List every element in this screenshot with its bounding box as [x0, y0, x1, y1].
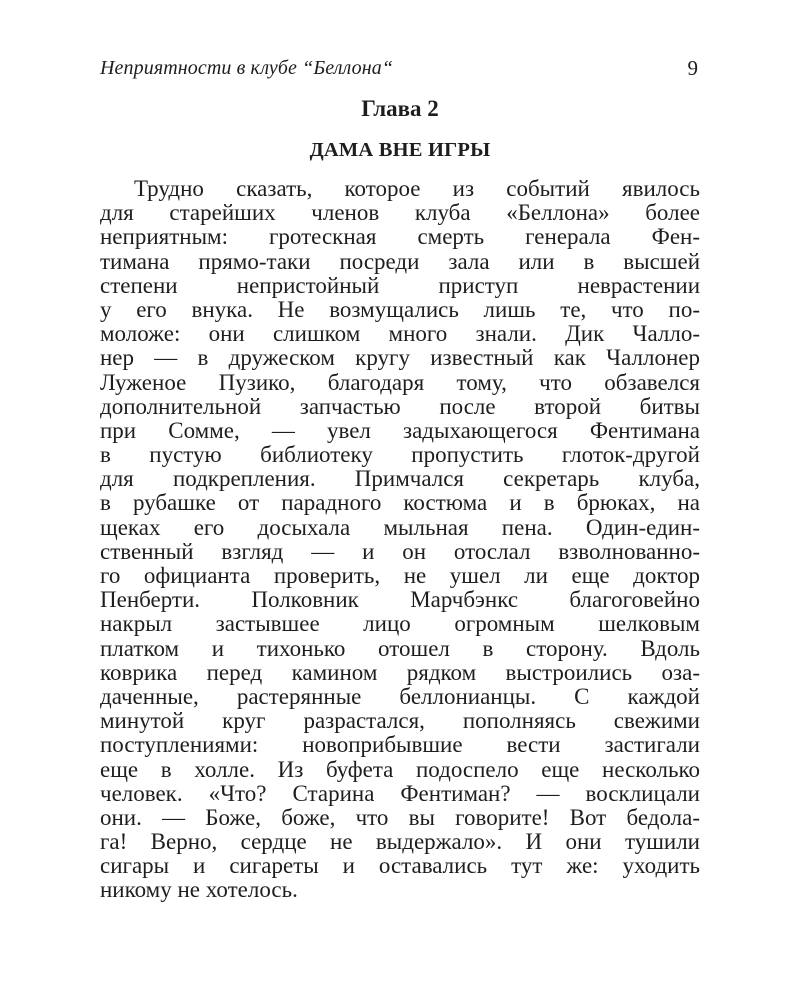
text-line: степени непристойный приступ неврастении: [100, 272, 700, 298]
text-line: сигары и сигареты и оставались тут же: уходить: [100, 853, 700, 879]
text-line: платком и тихонько отошел в сторону. Вдоль: [100, 635, 700, 661]
running-title: Неприятности в клубе “Беллона“: [100, 57, 394, 79]
text-line: дополнительной запчастью после второй битвы: [100, 393, 700, 419]
text-line: коврика перед камином рядком выстроились оза-: [100, 659, 700, 685]
text-line: поступлениями: новоприбывшие вести застигали: [100, 732, 700, 758]
text-line: в рубашке от парадного костюма и в брюках, на: [100, 490, 700, 516]
text-line: они. — Боже, боже, что вы говорите! Вот бедола-: [100, 804, 700, 830]
text-line: накрыл застывшее лицо огромным шелковым: [100, 611, 700, 637]
text-line: нер — в дружеском кругу известный как Чаллонер: [100, 345, 700, 371]
text-line: еще в холле. Из буфета подоспело еще несколько: [100, 756, 700, 782]
text-line: для старейших членов клуба «Беллона» более: [100, 200, 700, 226]
text-line: Пенберти. Полковник Марчбэнкс благоговейно: [100, 587, 700, 613]
text-line: Луженое Пузико, благодаря тому, что обзавелся: [100, 369, 700, 395]
body-paragraph: [100, 177, 700, 903]
text-line: ственный взгляд — и он отослал взволнованно-: [100, 538, 700, 564]
text-line: никому не хотелось.: [100, 877, 298, 903]
text-line: для подкрепления. Примчался секретарь клуба,: [100, 466, 700, 492]
text-line: щеках его досыхала мыльная пена. Один-един-: [100, 514, 700, 540]
text-line: го официанта проверить, не ушел ли еще доктор: [100, 563, 700, 588]
text-line: у его внука. Не возмущались лишь те, что по-: [100, 296, 700, 322]
text-line: минутой круг разрастался, пополняясь свежими: [100, 708, 700, 734]
text-line: даченные, растерянные беллонианцы. С каждой: [100, 683, 700, 709]
text-line: человек. «Что? Старина Фентиман? — восклицали: [100, 780, 700, 806]
text-line: при Сомме, — увел задыхающегося Фентимана: [100, 417, 700, 443]
text-line: га! Верно, сердце не выдержало». И они тушили: [100, 829, 700, 855]
book-page: [100, 0, 700, 1000]
chapter-label: Глава 2: [361, 96, 439, 121]
page-number: 9: [687, 56, 698, 80]
running-header: [100, 55, 700, 85]
chapter-title: ДАМА ВНЕ ИГРЫ: [309, 139, 491, 161]
text-line: Трудно сказать, которое из событий явилось: [134, 176, 700, 201]
text-line: неприятным: гротескная смерть генерала Фен-: [100, 224, 700, 250]
text-line: в пустую библиотеку пропустить глоток-другой: [100, 442, 700, 468]
text-line: тимана прямо-таки посреди зала или в высшей: [100, 248, 700, 274]
text-line: моложе: они слишком много знали. Дик Чалло-: [100, 321, 700, 347]
